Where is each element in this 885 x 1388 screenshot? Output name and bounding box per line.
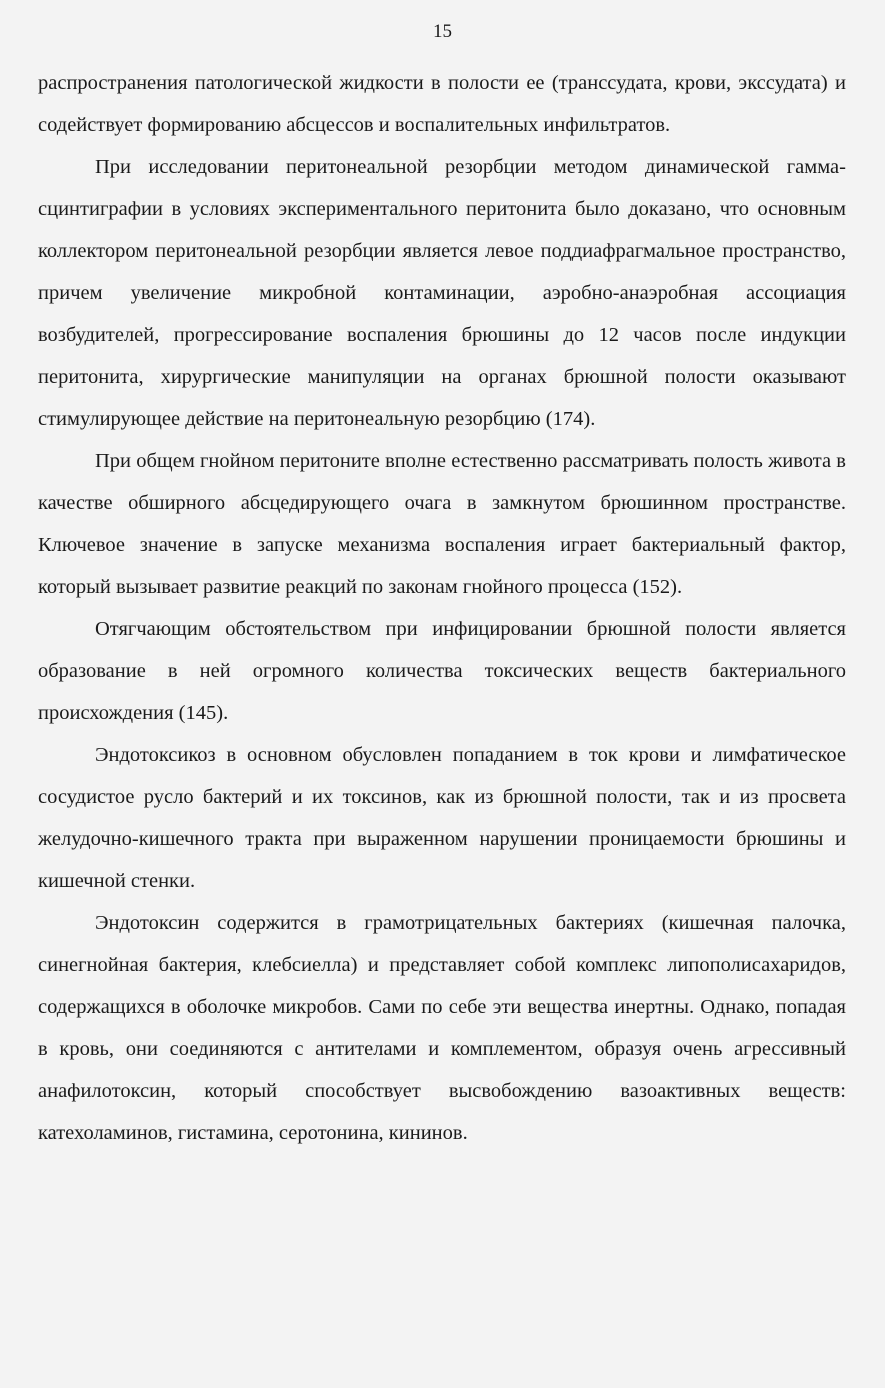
page-number: 15 — [433, 21, 452, 42]
document-body — [38, 62, 846, 1154]
paragraph-endotoxin: Эндотоксин содержится в грамотрицательных бактериях (кишечная палочка, синегнойная бактерия, клебсиелла) и представляет собой комплекс липополисахаридов, содержащихся в оболочке микробов. Сами по себе эти вещества инертны. Однако, попадая в кровь, они соединяются с антителами и комплементом, образуя очень агрессивный анафилотоксин, который способствует высвобождению вазоактивных веществ: катехоламинов, гистамина, серотонина, кининов. — [38, 912, 846, 1144]
paragraph-aggravating-circumstance: Отягчающим обстоятельством при инфицировании брюшной полости является образование в ней огромного количества токсических веществ бактериального происхождения (145). — [38, 618, 846, 724]
paragraph-endotoxicosis: Эндотоксикоз в основном обусловлен попаданием в ток крови и лимфатическое сосудистое русло бактерий и их токсинов, как из брюшной полости, так и из просвета желудочно-кишечного тракта при выраженном нарушении проницаемости брюшины и кишечной стенки. — [38, 744, 846, 892]
paragraph-purulent-peritonitis: При общем гнойном перитоните вполне естественно рассматривать полость живота в качестве обширного абсцедирующего очага в замкнутом брюшинном пространстве. Ключевое значение в запуске механизма воспаления играет бактериальный фактор, который вызывает развитие реакций по законам гнойного процесса (152). — [38, 450, 846, 598]
paragraph-continuation: распространения патологической жидкости в полости ее (транссудата, крови, экссудата) и содействует формированию абсцессов и воспалительных инфильтратов. — [38, 72, 846, 136]
paragraph-peritoneal-resorption: При исследовании перитонеальной резорбции методом динамической гамма-сцинтиграфии в условиях экспериментального перитонита было доказано, что основным коллектором перитонеальной резорбции является левое поддиафрагмальное пространство, причем увеличение микробной контаминации, аэробно-анаэробная ассоциация возбудителей, прогрессирование воспаления брюшины до 12 часов после индукции перитонита, хирургические манипуляции на органах брюшной полости оказывают стимулирующее действие на перитонеальную резорбцию (174). — [38, 156, 846, 430]
